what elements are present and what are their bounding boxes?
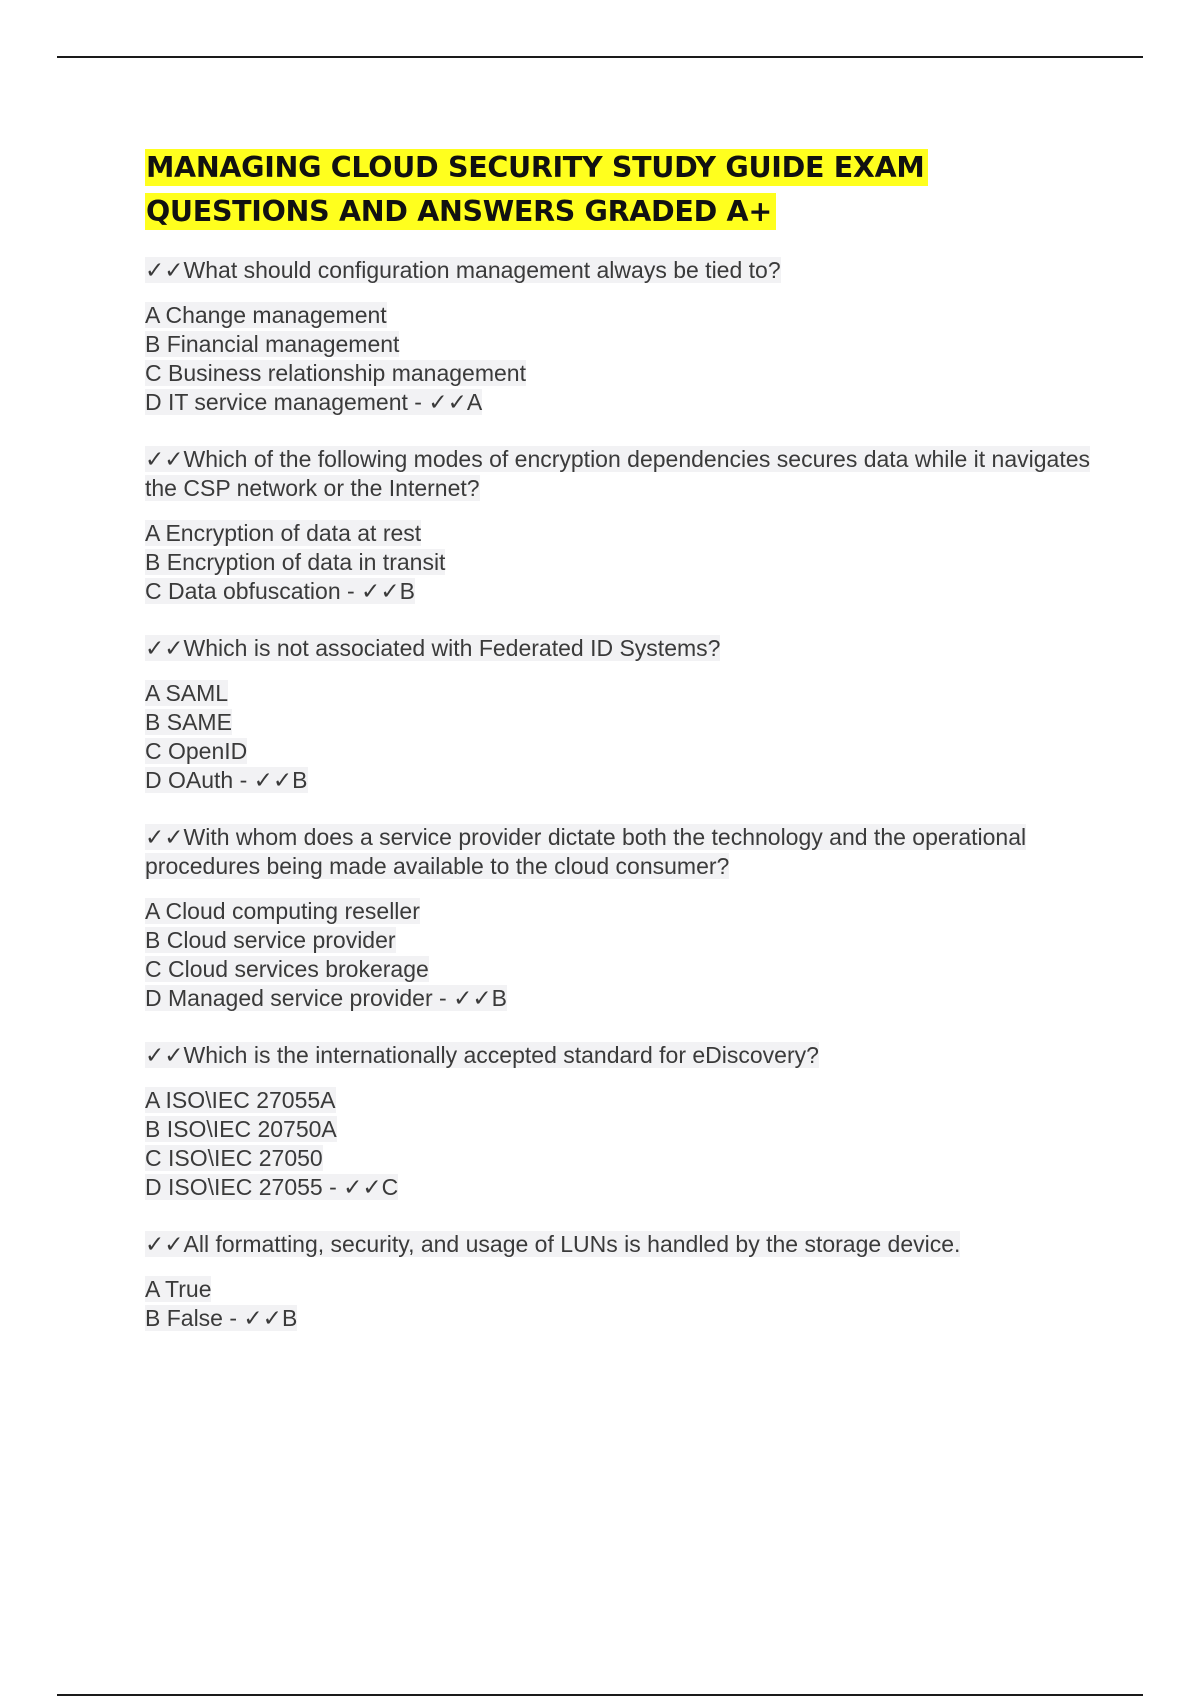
question-block: [145, 1041, 1105, 1202]
answer-option: C Data obfuscation - ✓✓B: [145, 578, 415, 604]
question-text: ✓✓What should configuration management always be tied to?: [145, 257, 781, 283]
answer-option: D OAuth - ✓✓B: [145, 767, 308, 793]
answer-option: A Change management: [145, 302, 387, 328]
answer-option: A Encryption of data at rest: [145, 520, 422, 546]
header-rule: [57, 56, 1143, 58]
answer-option: B Cloud service provider: [145, 927, 396, 953]
question-block: [145, 823, 1105, 1013]
answer-option: B False - ✓✓B: [145, 1305, 298, 1331]
answer-option: C Cloud services brokerage: [145, 956, 429, 982]
question-text: ✓✓With whom does a service provider dictate both the technology and the operational procedures being made available to the cloud consumer?: [145, 824, 1027, 879]
answer-option: A ISO\IEC 27055A: [145, 1087, 336, 1113]
footer-rule: [57, 1694, 1143, 1696]
document-title: MANAGING CLOUD SECURITY STUDY GUIDE EXAM QUESTIONS AND ANSWERS GRADED A+: [145, 146, 1105, 234]
question-text: ✓✓Which is the internationally accepted standard for eDiscovery?: [145, 1042, 819, 1068]
answer-option: B Financial management: [145, 331, 400, 357]
answer-option: A True: [145, 1276, 212, 1302]
question-text: ✓✓All formatting, security, and usage of LUNs is handled by the storage device.: [145, 1231, 961, 1257]
question-block: [145, 1230, 1105, 1333]
answer-option: D ISO\IEC 27055 - ✓✓C: [145, 1174, 399, 1200]
question-block: [145, 445, 1105, 606]
answer-option: A Cloud computing reseller: [145, 898, 420, 924]
document-body: [145, 146, 1105, 1361]
answer-option: B ISO\IEC 20750A: [145, 1116, 337, 1142]
answer-option: D Managed service provider - ✓✓B: [145, 985, 507, 1011]
question-text: ✓✓Which is not associated with Federated ID Systems?: [145, 635, 721, 661]
question-text: ✓✓Which of the following modes of encryption dependencies secures data while it navigates the CSP network or the Internet?: [145, 446, 1091, 501]
answer-option: D IT service management - ✓✓A: [145, 389, 483, 415]
answer-option: C OpenID: [145, 738, 248, 764]
answer-option: B Encryption of data in transit: [145, 549, 446, 575]
question-block: [145, 256, 1105, 417]
answer-option: A SAML: [145, 680, 229, 706]
answer-option: C ISO\IEC 27050: [145, 1145, 323, 1171]
answer-option: C Business relationship management: [145, 360, 526, 386]
question-block: [145, 634, 1105, 795]
answer-option: B SAME: [145, 709, 232, 735]
